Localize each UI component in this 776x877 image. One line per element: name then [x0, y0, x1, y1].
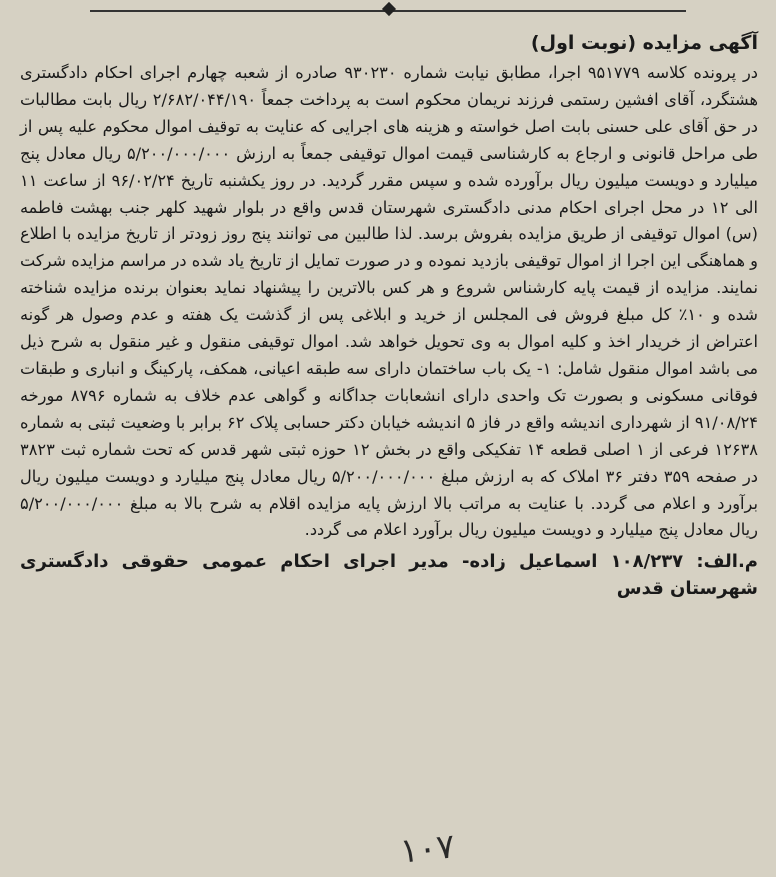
divider-ornament — [382, 2, 396, 16]
auction-notice — [20, 30, 758, 602]
handwritten-mark: ۱۰۷ — [398, 826, 457, 872]
notice-title: آگهی مزایده (نوبت اول) — [530, 32, 758, 54]
notice-footer: م.الف: ۱۰۸/۲۳۷ اسماعیل زاده- مدیر اجرای احکام عمومی حقوقی دادگستری شهرستان قدس — [20, 551, 758, 600]
notice-body: در پرونده کلاسه ۹۵۱۷۷۹ اجرا، مطابق نیابت شماره ۹۳۰۲۳۰ صادره از شعبه چهارم اجرای احکام دادگستری هشتگرد، آقای افشین رستمی فرزند نریمان محکوم است به پرداخت جمعاً ۲/۶۸۲/۰۴۴/۱۹۰ ریال بابت مطالبات در حق آقای علی حسنی بابت اصل خواسته و هزینه های اجرایی که عنایت به توقیف اموال محکوم علیه پس از طی مراحل قانونی و ارجاع به کارشناسی قیمت اموال توقیفی جمعاً به ارزش ۵/۲۰۰/۰۰۰/۰۰۰ ریال معادل پنج میلیارد و دویست میلیون ریال برآورده شده و سپس مقرر گردید. در روز یکشنبه تاریخ ۹۶/۰۲/۲۴ از ساعت ۱۱ الی ۱۲ در محل اجرای احکام مدنی دادگستری شهرستان قدس واقع در بلوار شهید کلهر جنب بهشت فاطمه (س) اموال توقیفی از طریق مزایده بفروش برسد. لذا طالبین می توانند پنج روز زودتر از تاریخ مزایده با اطلاع و هماهنگی این اجرا از اموال توقیفی بازدید نموده و در صورت تمایل از تاریخ یاد شده در مراسم مزایده شرکت نمایند. مزایده از قیمت پایه کارشناس شروع و هر کس بالاترین را پیشنهاد نماید بعنوان برنده مزایده شناخته شده و ۱۰٪ کل مبلغ فروش فی المجلس از خرید و ابلاغی پس از گذشت یک هفته و عدم وصول هر گونه اعتراض از خریدار اخذ و کلیه اموال به وی تحویل خواهد شد. اموال توقیفی منقول و غیر منقول به شرح ذیل می باشد اموال منقول شامل: ۱- یک باب ساختمان دارای سه طبقه اعیانی، همکف، پارکینگ و انباری و طبقات فوقانی مسکونی و بصورت تک واحدی دارای انشعابات جداگانه و گواهی عدم خلاف به شماره ۸۷۹۶ مورخه ۹۱/۰۸/۲۴ از شهرداری اندیشه واقع در فاز ۵ اندیشه خیابان دکتر حسابی پلاک ۶۲ برابر با وضعیت ثبتی به شماره ۱۲۶۳۸ فرعی از ۱ اصلی قطعه ۱۴ تفکیکی واقع در بخش ۱۲ حوزه ثبتی شهر قدس که تحت شماره ثبت ۳۸۲۳ در صفحه ۳۵۹ دفتر ۳۶ املاک که به ارزش مبلغ ۵/۲۰۰/۰۰۰/۰۰۰ ریال معادل پنج میلیارد و دویست میلیون ریال برآورد و اعلام می گردد. با عنایت به مراتب بالا ارزش پایه مزایده اقلام به شرح بالا به مبلغ ۵/۲۰۰/۰۰۰/۰۰۰ ریال معادل پنج میلیارد و دویست میلیون ریال برآورد اعلام می گردد. — [20, 63, 759, 540]
